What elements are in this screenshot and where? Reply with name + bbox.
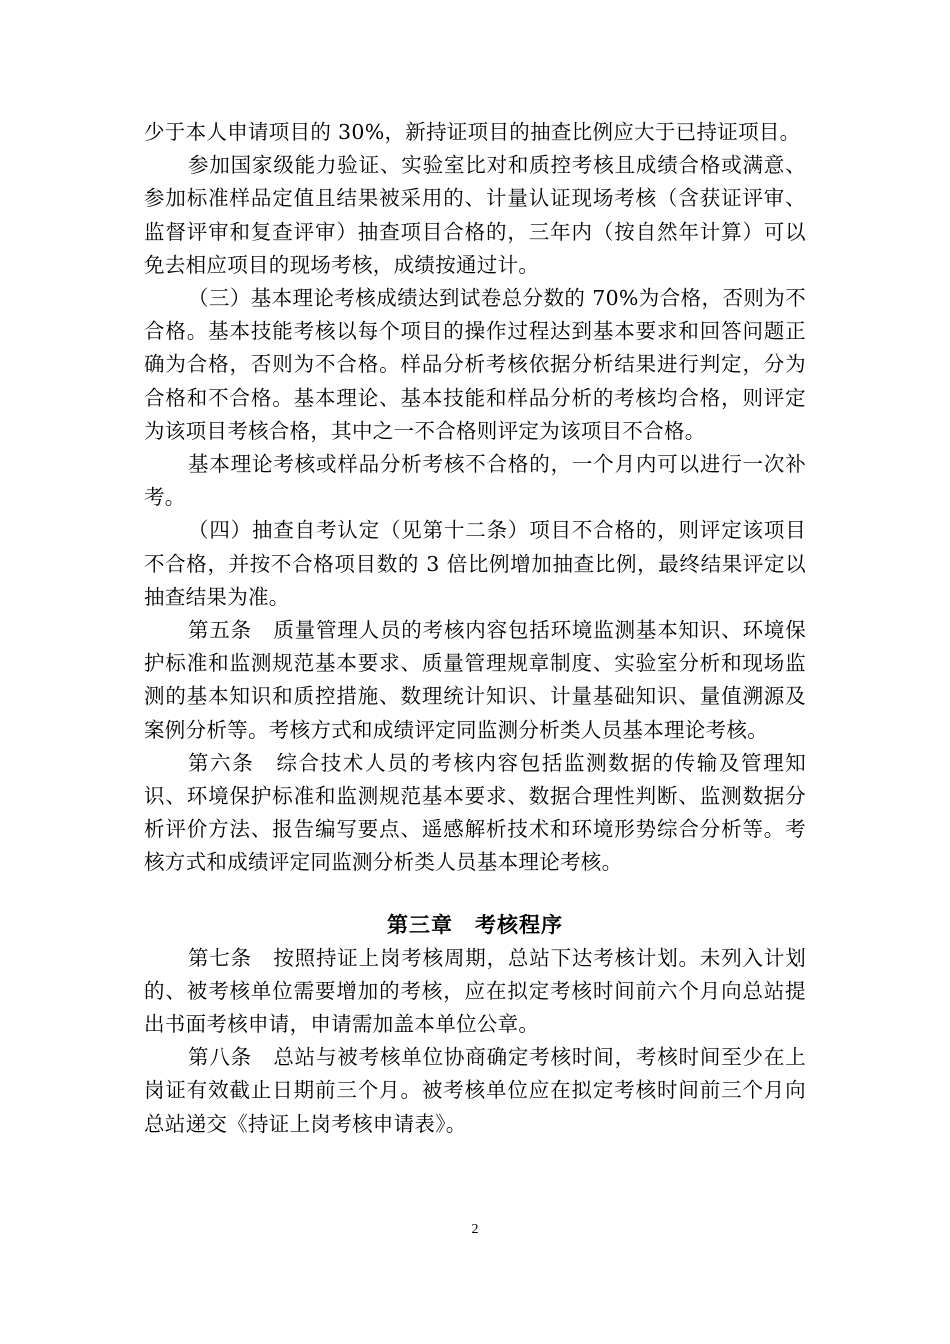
paragraph-article-7: 第七条 按照持证上岗考核周期，总站下达考核计划。未列入计划的、被考核单位需要增加的考核，应在拟定考核时间前六个月向总站提出书面考核申请，申请需加盖本单位公章。 — [144, 945, 806, 1037]
paragraph-exemption: 参加国家级能力验证、实验室比对和质控考核且成绩合格或满意、参加标准样品定值且结果被采用的、计量认证现场考核（含获证评审、监督评审和复查评审）抽查项目合格的，三年内（按自然年计算）可以免去相应项目的现场考核，成绩按通过计。 — [144, 153, 806, 277]
paragraph-continuation: 少于本人申请项目的 30%，新持证项目的抽查比例应大于已持证项目。 — [144, 120, 801, 144]
paragraph-item-4: （四）抽查自考认定（见第十二条）项目不合格的，则评定该项目不合格，并按不合格项目数的 3 倍比例增加抽查比例，最终结果评定以抽查结果为准。 — [144, 518, 806, 609]
page-body — [144, 116, 806, 1141]
paragraph-item-3: （三）基本理论考核成绩达到试卷总分数的 70%为合格，否则为不合格。基本技能考核以每个项目的操作过程达到基本要求和回答问题正确为合格，否则为不合格。样品分析考核依据分析结果进行判定，分为合格和不合格。基本理论、基本技能和样品分析的考核均合格，则评定为该项目考核合格，其中之一不合格则评定为该项目不合格。 — [144, 286, 806, 443]
paragraph-retest: 基本理论考核或样品分析考核不合格的，一个月内可以进行一次补考。 — [144, 452, 806, 510]
chapter-heading: 第三章 考核程序 — [387, 912, 563, 937]
page-number: 2 — [471, 1222, 479, 1237]
paragraph-article-5: 第五条 质量管理人员的考核内容包括环境监测基本知识、环境保护标准和监测规范基本要求、质量管理规章制度、实验室分析和现场监测的基本知识和质控措施、数理统计知识、计量基础知识、量值溯源及案例分析等。考核方式和成绩评定同监测分析类人员基本理论考核。 — [144, 618, 806, 742]
paragraph-article-8: 第八条 总站与被考核单位协商确定考核时间，考核时间至少在上岗证有效截止日期前三个月。被考核单位应在拟定考核时间前三个月向总站递交《持证上岗考核申请表》。 — [144, 1045, 806, 1136]
paragraph-article-6: 第六条 综合技术人员的考核内容包括监测数据的传输及管理知识、环境保护标准和监测规范基本要求、数据合理性判断、监测数据分析评价方法、报告编写要点、遥感解析技术和环境形势综合分析等。考核方式和成绩评定同监测分析类人员基本理论考核。 — [144, 750, 806, 875]
